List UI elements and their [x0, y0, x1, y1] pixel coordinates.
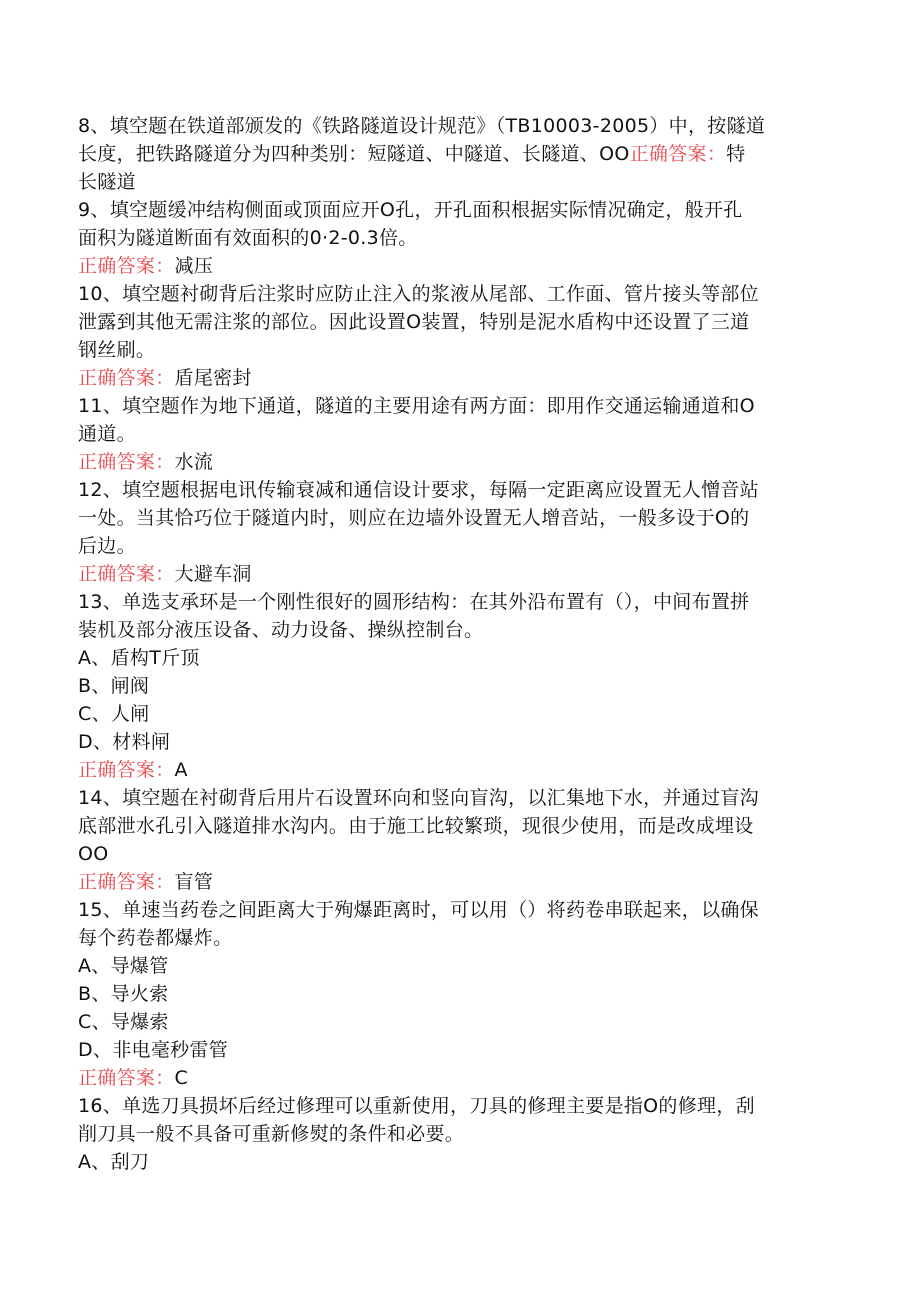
answer-line: [78, 1064, 848, 1092]
answer-line: [78, 868, 848, 896]
question-text-line: 8、填空题在铁道部颁发的《铁路隧道设计规范》（TB10003-2005）中，按隧道: [78, 115, 766, 137]
option-d: D、材料闸: [78, 731, 171, 753]
question-text-line: 10、填空题衬砌背后注浆时应防止注入的浆液从尾部、工作面、管片接头等部位: [78, 283, 759, 305]
question-text-line: 12、填空题根据电讯传输衰减和通信设计要求，每隔一定距离应设置无人憎音站: [78, 479, 759, 501]
question-text-line: 13、单选支承环是一个刚性很好的圆形结构：在其外沿布置有（），中间布置拼: [78, 591, 750, 613]
question-text-line: 面积为隧道断面有效面积的0·2-0.3倍。: [78, 227, 418, 249]
question-text-line: 11、填空题作为地下通道，隧道的主要用途有两方面：即用作交通运输通道和O: [78, 395, 755, 417]
answer-line: [78, 252, 848, 280]
question-text-line: OO: [78, 843, 109, 865]
question-text-line: [78, 140, 848, 168]
question-text-line: 削刀具一般不具备可重新修熨的条件和必要。: [78, 1123, 465, 1145]
question-text-line: 14、填空题在衬砌背后用片石设置环向和竖向盲沟，以汇集地下水，并通过盲沟: [78, 787, 759, 809]
option-c: C、导爆索: [78, 1011, 169, 1033]
answer-label: 正确答案：: [78, 759, 175, 781]
answer-value: 水流: [174, 451, 214, 473]
answer-label: 正确答案：: [78, 255, 175, 277]
question-text-line: 装机及部分液压设备、动力设备、操纵控制台。: [78, 619, 484, 641]
answer-value: A: [174, 759, 188, 781]
document-body: [78, 112, 848, 1176]
question-text-line: 一处。当其恰巧位于隧道内时，则应在边墙外设置无人增音站，一般多设于O的: [78, 507, 750, 529]
option-a: A、导爆管: [78, 955, 169, 977]
option-b: B、闸阀: [78, 675, 150, 697]
option-c: C、人闸: [78, 703, 150, 725]
question-8: [78, 112, 848, 196]
answer-label: 正确答案：: [629, 143, 727, 165]
question-9: [78, 196, 848, 280]
answer-line: [78, 560, 848, 588]
answer-label: 正确答案：: [78, 871, 175, 893]
answer-value: 盲管: [174, 871, 214, 893]
question-text-line: 9、填空题缓冲结构侧面或顶面应开O孔，开孔面积根据实际情况确定，般开孔: [78, 199, 743, 221]
answer-label: 正确答案：: [78, 367, 175, 389]
question-text-line: 泄露到其他无需注浆的部位。因此设置O装置，特别是泥水盾构中还设置了三道: [78, 311, 750, 333]
question-text-line: 后边。: [78, 535, 136, 557]
question-14: [78, 784, 848, 896]
question-text-line: 每个药卷都爆炸。: [78, 927, 233, 949]
answer-value: 特: [726, 143, 746, 165]
answer-label: 正确答案：: [78, 451, 175, 473]
answer-line: [78, 448, 848, 476]
answer-line: [78, 364, 848, 392]
question-text-line: 底部泄水孔引入隧道排水沟内。由于施工比较繁琐，现很少使用，而是改成埋设: [78, 815, 754, 837]
option-a: A、盾构T斤顶: [78, 647, 200, 669]
option-a: A、刮刀: [78, 1151, 150, 1173]
question-text-fragment: 长度，把铁路隧道分为四种类别：短隧道、中隧道、长隧道、OO: [78, 143, 630, 165]
answer-value: 大避车洞: [174, 563, 252, 585]
option-d: D、非电毫秒雷管: [78, 1039, 229, 1061]
answer-value-continuation: 长隧道: [78, 171, 136, 193]
answer-label: 正确答案：: [78, 563, 175, 585]
answer-value: 减压: [174, 255, 214, 277]
option-b: B、导火索: [78, 983, 169, 1005]
question-13: [78, 588, 848, 784]
question-11: [78, 392, 848, 476]
question-text-line: 16、单选刀具损坏后经过修理可以重新使用，刀具的修理主要是指O的修理，刮: [78, 1095, 755, 1117]
question-text-line: 15、单速当药卷之间距离大于殉爆距离时，可以用（）将药卷串联起来，以确保: [78, 899, 759, 921]
question-15: [78, 896, 848, 1092]
answer-value: 盾尾密封: [174, 367, 252, 389]
answer-line: [78, 756, 848, 784]
question-16: [78, 1092, 848, 1176]
question-12: [78, 476, 848, 588]
answer-value: C: [174, 1067, 189, 1089]
question-10: [78, 280, 848, 392]
answer-label: 正确答案：: [78, 1067, 175, 1089]
question-text-line: 通道。: [78, 423, 136, 445]
question-text-line: 钢丝刷。: [78, 339, 156, 361]
